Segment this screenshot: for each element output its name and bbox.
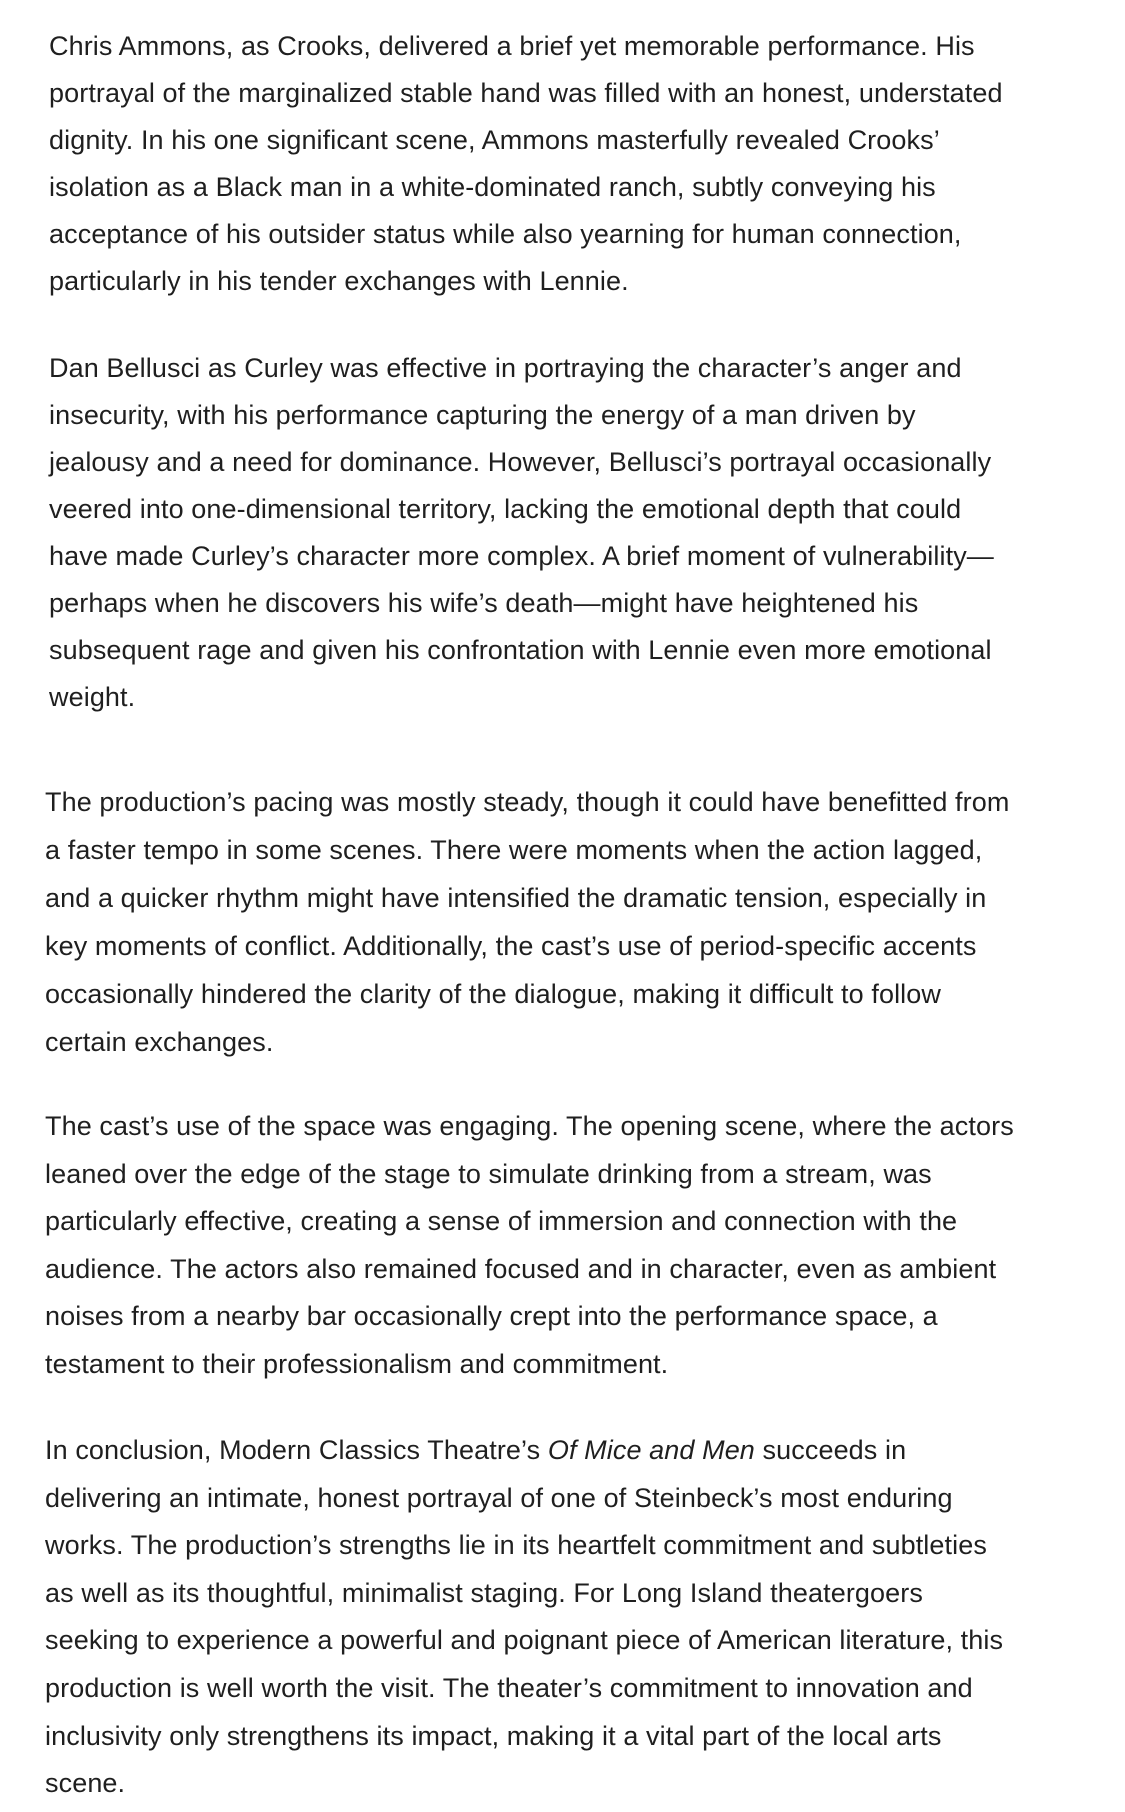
- text-line: inclusivity only strengthens its impact, making it a vital part of the local arts: [45, 1720, 942, 1751]
- text-line: noises from a nearby bar occasionally crept into the performance space, a: [45, 1301, 938, 1331]
- text-line: scene.: [45, 1768, 126, 1799]
- text-line: works. The production’s strengths lie in its heartfelt commitment and subtleties: [45, 1530, 987, 1561]
- text-line: isolation as a Black man in a white-dominated ranch, subtly conveying his: [49, 172, 936, 202]
- text-before-title: In conclusion, Modern Classics Theatre’s: [45, 1435, 548, 1465]
- paragraph-pacing: [45, 778, 1009, 1066]
- text-line: occasionally hindered the clarity of the dialogue, making it difficult to follow: [45, 979, 941, 1009]
- text-line: The cast’s use of the space was engaging. The opening scene, where the actors: [45, 1111, 1014, 1141]
- text-line: veered into one-dimensional territory, lacking the emotional depth that could: [49, 494, 962, 524]
- text-line: have made Curley’s character more complex. A brief moment of vulnerability—: [49, 541, 994, 571]
- text-line: delivering an intimate, honest portrayal of one of Steinbeck’s most enduring: [45, 1482, 953, 1513]
- text-line-first: [45, 1427, 1003, 1475]
- text-line: weight.: [49, 682, 136, 712]
- paragraph-crooks: [49, 23, 1003, 305]
- text-line: and a quicker rhythm might have intensified the dramatic tension, especially in: [45, 883, 987, 913]
- text-line: certain exchanges.: [45, 1027, 274, 1057]
- text-line: dignity. In his one significant scene, Ammons masterfully revealed Crooks’: [49, 125, 940, 155]
- text-line: seeking to experience a powerful and poignant piece of American literature, this: [45, 1625, 1004, 1656]
- text-line: leaned over the edge of the stage to simulate drinking from a stream, was: [45, 1158, 932, 1189]
- text-line: Chris Ammons, as Crooks, delivered a brief yet memorable performance. His: [49, 31, 975, 61]
- text-line: jealousy and a need for dominance. However, Bellusci’s portrayal occasionally: [49, 447, 992, 477]
- paragraph-curley: [49, 345, 994, 721]
- text-line: portrayal of the marginalized stable hand was filled with an honest, understated: [49, 78, 1003, 108]
- text-after-title: succeeds in: [754, 1435, 907, 1465]
- play-title: Of Mice and Men: [547, 1435, 755, 1465]
- text-line: key moments of conflict. Additionally, the cast’s use of period-specific accents: [45, 931, 977, 961]
- text-line: testament to their professionalism and commitment.: [45, 1348, 669, 1379]
- paragraph-conclusion: [45, 1427, 1003, 1808]
- text-line: particularly effective, creating a sense of immersion and connection with the: [45, 1206, 958, 1236]
- text-line: acceptance of his outsider status while also yearning for human connection,: [49, 219, 962, 249]
- text-line: insecurity, with his performance capturing the energy of a man driven by: [49, 400, 916, 430]
- text-line: subsequent rage and given his confrontation with Lennie even more emotional: [49, 635, 992, 665]
- text-line: The production’s pacing was mostly steady, though it could have benefitted from: [45, 787, 1010, 817]
- text-line: audience. The actors also remained focused and in character, even as ambient: [45, 1253, 997, 1284]
- paragraph-space: [45, 1103, 1014, 1388]
- text-line: perhaps when he discovers his wife’s death—might have heightened his: [49, 588, 919, 618]
- text-line: Dan Bellusci as Curley was effective in portraying the character’s anger and: [49, 353, 962, 383]
- text-line: a faster tempo in some scenes. There were moments when the action lagged,: [45, 835, 983, 865]
- text-line: production is well worth the visit. The theater’s commitment to innovation and: [45, 1672, 973, 1703]
- text-line: particularly in his tender exchanges with Lennie.: [49, 266, 629, 296]
- text-line: as well as its thoughtful, minimalist staging. For Long Island theatergoers: [45, 1577, 923, 1608]
